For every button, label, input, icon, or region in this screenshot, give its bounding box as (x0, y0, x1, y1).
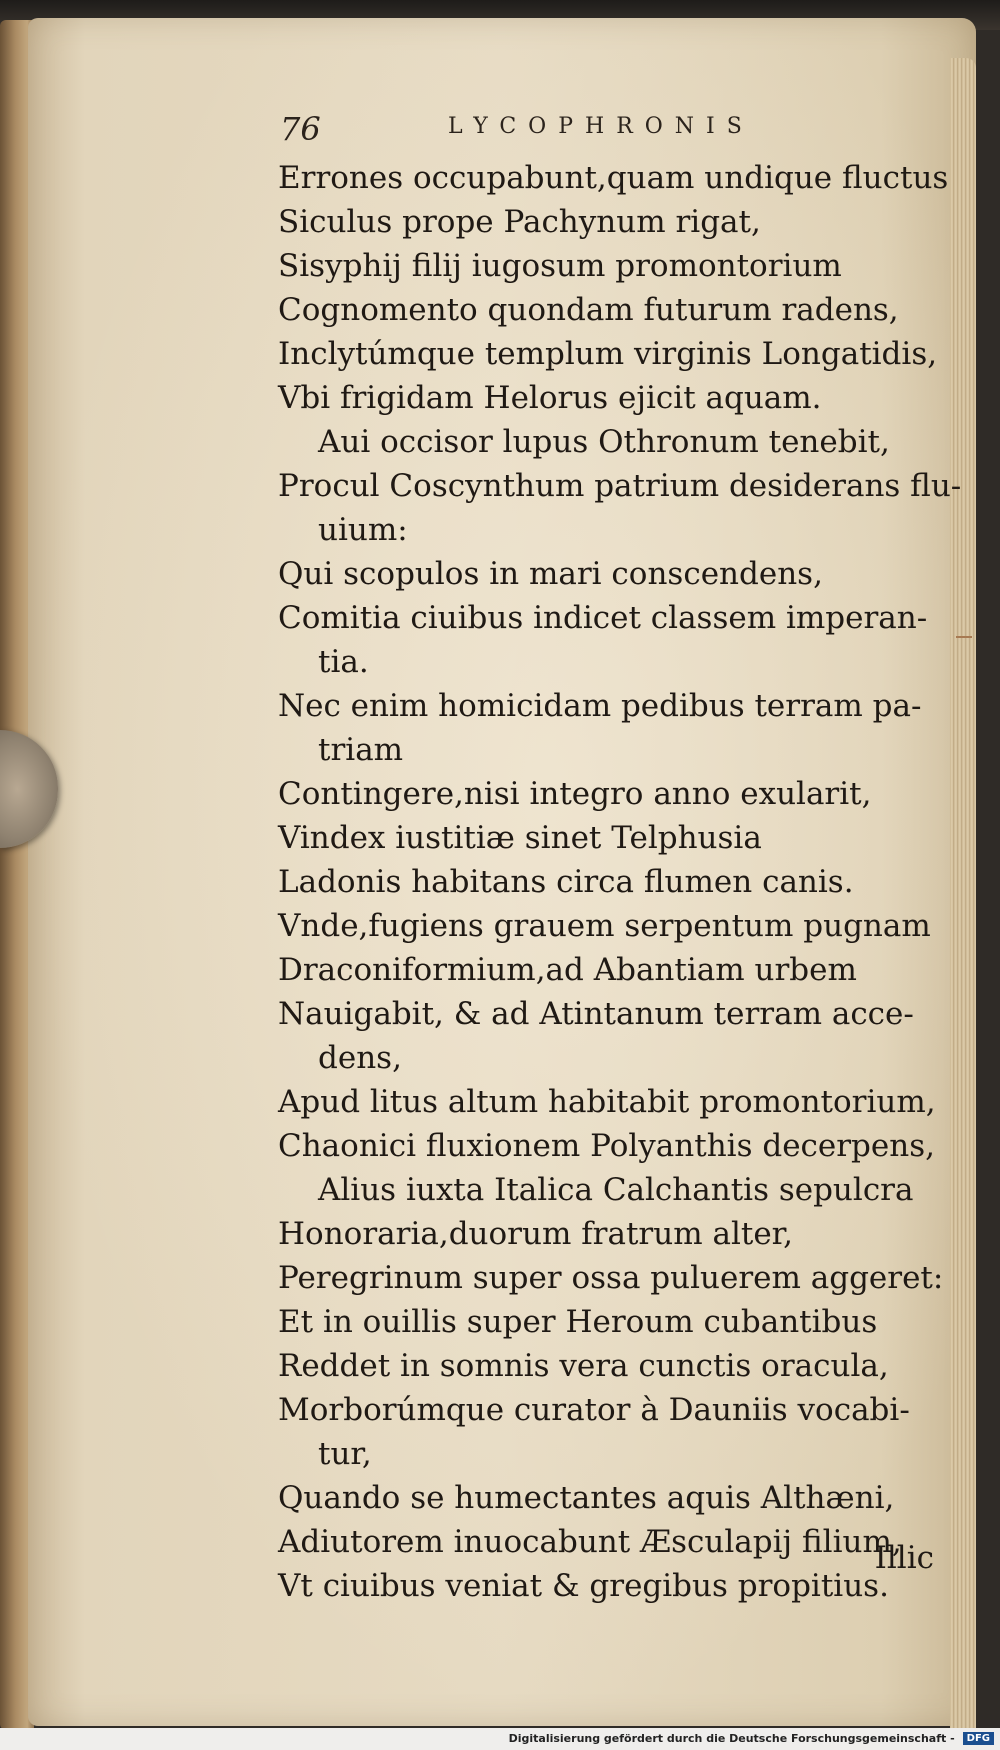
verse-line: Adiutorem inuocabunt Æsculapij filium, (278, 1524, 902, 1560)
verse-line: Apud litus altum habitabit promontorium, (278, 1084, 936, 1120)
verse-line: Et in ouillis super Heroum cubantibus (278, 1304, 878, 1340)
digitization-footer (0, 1728, 1000, 1750)
verse-line: Siculus prope Pachynum rigat, (278, 204, 761, 240)
verse-line: tur, (318, 1436, 372, 1472)
verse-line: Honoraria,duorum fratrum alter, (278, 1216, 793, 1252)
verse-line: Cognomento quondam futurum radens, (278, 292, 899, 328)
verse-line: dens, (318, 1040, 402, 1076)
book-page (28, 18, 976, 1726)
catchword: Illic (874, 1540, 934, 1576)
verse-line: Reddet in somnis vera cunctis oracula, (278, 1348, 889, 1384)
verse-line: Morborúmque curator à Dauniis vocabi- (278, 1392, 910, 1428)
verse-line: Vindex iustitiæ sinet Telphusia (278, 820, 762, 856)
verse-line: Nec enim homicidam pedibus terram pa- (278, 688, 922, 724)
verse-line: tia. (318, 644, 369, 680)
verse-line: Nauigabit, & ad Atintanum terram acce- (278, 996, 914, 1032)
verse-text-block (278, 156, 962, 1608)
margin-mark (956, 636, 972, 638)
verse-line: uium: (318, 512, 408, 548)
verse-line: Peregrinum super ossa puluerem aggeret: (278, 1260, 944, 1296)
verse-line: triam (318, 732, 404, 768)
verse-line: Comitia ciuibus indicet classem imperan- (278, 600, 928, 636)
running-head (280, 110, 840, 150)
verse-line: Vt ciuibus veniat & gregibus propitius. (278, 1568, 889, 1604)
verse-line: Quando se humectantes aquis Althæni, (278, 1480, 895, 1516)
footer-credit: Digitalisierung gefördert durch die Deutsche Forschungsgemeinschaft - (508, 1732, 955, 1745)
dfg-logo: DFG (963, 1732, 994, 1745)
verse-line: Vbi frigidam Helorus ejicit aquam. (278, 380, 822, 416)
verse-line: Procul Coscynthum patrium desiderans flu- (278, 468, 962, 504)
verse-line: Aui occisor lupus Othronum tenebit, (318, 424, 890, 460)
verse-line: Qui scopulos in mari conscendens, (278, 556, 823, 592)
running-title: LYCOPHRONIS (448, 114, 754, 139)
verse-line: Vnde,fugiens grauem serpentum pugnam (278, 908, 931, 944)
verse-line: Chaonici fluxionem Polyanthis decerpens, (278, 1128, 935, 1164)
verse-line: Ladonis habitans circa flumen canis. (278, 864, 854, 900)
verse-line: Alius iuxta Italica Calchantis sepulcra (318, 1172, 914, 1208)
verse-line: Draconiformium,ad Abantiam urbem (278, 952, 857, 988)
verse-line: Inclytúmque templum virginis Longatidis, (278, 336, 938, 372)
verse-line: Sisyphij filij iugosum promontorium (278, 248, 842, 284)
verse-line: Contingere,nisi integro anno exularit, (278, 776, 872, 812)
verse-line: Errones occupabunt,quam undique fluctus (278, 160, 949, 196)
page-number: 76 (280, 110, 321, 148)
